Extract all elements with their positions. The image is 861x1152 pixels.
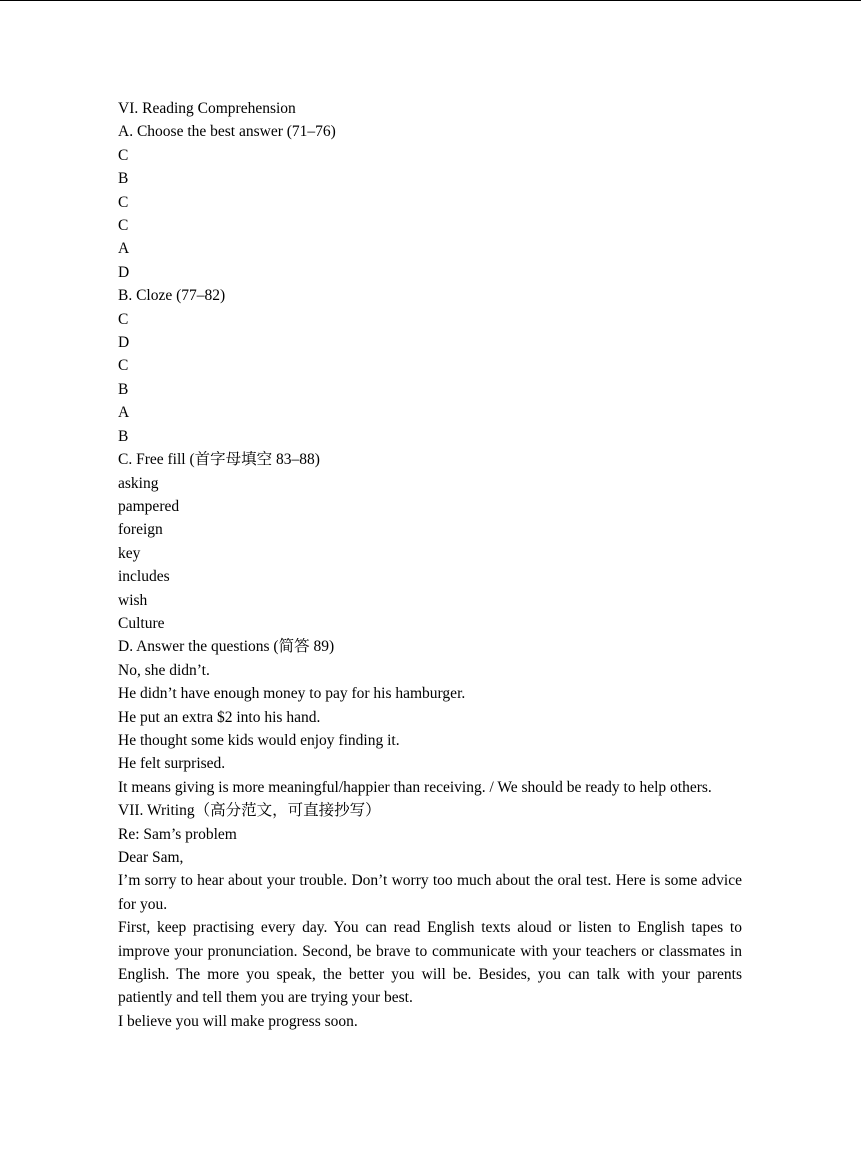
part-c-answer: pampered — [118, 497, 180, 515]
part-b-answer-78: D — [118, 334, 130, 352]
part-b-answer-79: C — [118, 357, 129, 375]
part-d-answer: No, she didn’t. — [118, 661, 210, 679]
part-d-answer-list — [118, 659, 742, 799]
part-c-answer: asking — [118, 474, 159, 492]
part-c-answer: key — [118, 544, 141, 562]
part-d-heading: D. Answer the questions (简答 89) — [118, 638, 335, 656]
letter-paragraph: First, keep practising every day. You can read English texts aloud or listen to English tapes to improve your pronunciation. Second, be brave to communicate with your teachers or classmates in English. The more you speak, the better you will be. Besides, you can talk with your parents patiently and tell them you are trying your best. — [118, 919, 742, 1007]
part-d-answer: He didn’t have enough money to pay for his hamburger. — [118, 685, 466, 703]
part-a-answer-75: A — [118, 240, 130, 258]
part-a-answer-76: D — [118, 263, 130, 281]
part-a-answer-73: C — [118, 193, 129, 211]
letter-body — [118, 869, 742, 1033]
section-vii-heading: VII. Writing（高分范文，可直接抄写） — [118, 802, 381, 820]
part-c-answer: Culture — [118, 614, 165, 632]
part-b-answer-81: A — [118, 404, 130, 422]
part-c-answer: includes — [118, 568, 170, 586]
section-vi-heading: VI. Reading Comprehension — [118, 100, 296, 117]
part-c-heading: C. Free fill (首字母填空 83–88) — [118, 451, 320, 469]
part-b-answer-80: B — [118, 380, 129, 398]
letter-paragraph: I believe you will make progress soon. — [118, 1012, 358, 1030]
letter-greeting: Dear Sam, — [118, 849, 184, 866]
part-a-answer-list — [118, 144, 742, 284]
part-c-answer: wish — [118, 591, 148, 609]
part-b-answer-77: C — [118, 310, 129, 328]
top-border-line — [0, 0, 861, 1]
part-a-answer-72: B — [118, 170, 129, 188]
part-c-answer-list — [118, 472, 742, 636]
answer-key-document — [118, 97, 742, 1033]
part-b-answer-82: B — [118, 427, 129, 445]
part-a-answer-71: C — [118, 146, 129, 164]
letter-subject: Re: Sam’s problem — [118, 825, 237, 843]
part-d-answer: He put an extra $2 into his hand. — [118, 708, 321, 726]
part-a-answer-74: C — [118, 217, 129, 235]
part-b-heading: B. Cloze (77–82) — [118, 287, 226, 305]
part-d-answer: He felt surprised. — [118, 755, 226, 773]
part-a-heading: A. Choose the best answer (71–76) — [118, 123, 336, 141]
part-d-answer: He thought some kids would enjoy finding it. — [118, 731, 400, 749]
part-b-answer-list — [118, 308, 742, 448]
letter-paragraph: I’m sorry to hear about your trouble. Don’t worry too much about the oral test. Here is some advice for you. — [118, 872, 742, 913]
part-d-answer: It means giving is more meaningful/happier than receiving. / We should be ready to help others. — [118, 778, 712, 796]
part-c-answer: foreign — [118, 521, 163, 539]
